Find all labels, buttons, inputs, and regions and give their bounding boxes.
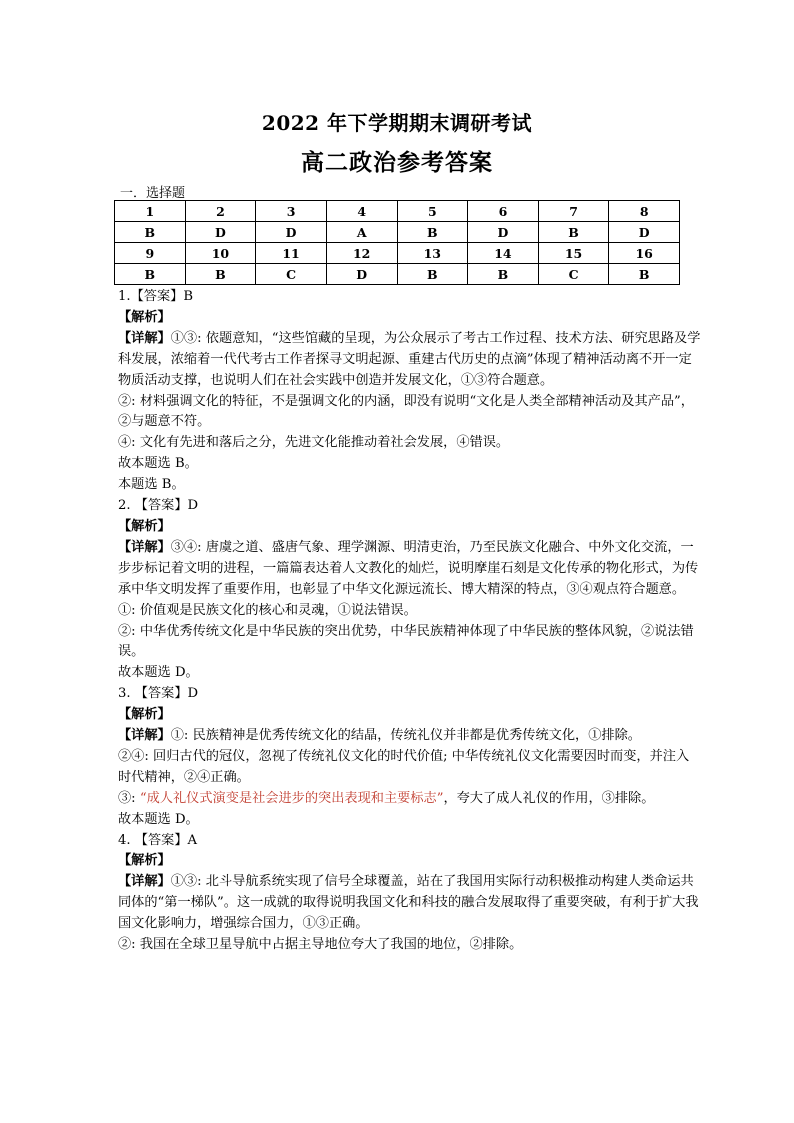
answer-cell: B — [538, 222, 609, 243]
question-number-cell: 5 — [397, 201, 468, 222]
answer-cell: B — [115, 264, 186, 285]
question-number-cell: 7 — [538, 201, 609, 222]
conclusion-q3: 故本题选 D。 — [118, 811, 199, 827]
answer-cell: C — [538, 264, 609, 285]
answer-row — [115, 222, 680, 243]
answer-line-q3: 3. 【答案】D — [118, 686, 199, 702]
detail-heading-q4: 【详解】 — [118, 874, 171, 890]
question-number-cell: 14 — [468, 243, 539, 264]
question-number-cell: 4 — [326, 201, 397, 222]
answer-cell: B — [609, 264, 680, 285]
detail-heading-q3: 【详解】 — [118, 728, 171, 744]
detail-paragraph-q1-2: ②: 材料强调文化的特征，不是强调文化的内涵，即没有说明“文化是人类全部精神活动及其产品”，②与题意不符。 — [118, 393, 694, 430]
answer-line-q2: 2. 【答案】D — [118, 498, 199, 514]
detail-text-q2-1: ③④: 唐虞之道、盛唐气象、理学渊源、明清吏治，乃至民族文化融合、中外文化交流，一步步标记着文明的进程，一篇篇表达着人文教化的灿烂，说明摩崖石刻是文化传承的物化形式，为传承中华文明发挥了重要作用，也彰显了中华文化源远流长、博大精深的特点，③④观点符合题意。 — [118, 539, 699, 597]
detail-paragraph-q1-3: ④: 文化有先进和落后之分，先进文化能推动着社会发展，④错误。 — [118, 435, 510, 451]
question-number-cell: 15 — [538, 243, 609, 264]
answer-cell: D — [326, 264, 397, 285]
answer-cell: B — [397, 264, 468, 285]
answer-cell: A — [326, 222, 397, 243]
question-number-cell: 3 — [256, 201, 327, 222]
detail-paragraph-q1-1 — [118, 329, 702, 392]
detail-text-q3-1: ①: 民族精神是优秀传统文化的结晶，传统礼仪并非都是优秀传统文化，①排除。 — [170, 728, 641, 744]
detail-heading-q1: 【详解】 — [118, 330, 171, 346]
question-number-cell: 12 — [326, 243, 397, 264]
question-number-cell: 8 — [609, 201, 680, 222]
detail-paragraph-q3-2: ②④: 回归古代的冠仪，忽视了传统礼仪文化的时代价值; 中华传统礼仪文化需要因时而变，并注入时代精神，②④正确。 — [118, 748, 690, 785]
answer-cell: D — [256, 222, 327, 243]
detail-heading-q2: 【详解】 — [118, 539, 171, 555]
explanations — [118, 287, 702, 956]
document-title: 2022 年下学期期末调研考试 — [261, 111, 533, 135]
answer-cell: B — [185, 264, 256, 285]
question-number-cell: 11 — [256, 243, 327, 264]
section-label: 一．选择题 — [120, 186, 186, 201]
question-number-row — [115, 201, 680, 222]
answer-cell: D — [468, 222, 539, 243]
analysis-heading-q3: 【解析】 — [118, 707, 171, 723]
question-number-cell: 16 — [609, 243, 680, 264]
analysis-heading-q1: 【解析】 — [118, 309, 171, 325]
conclusion-q1-b: 本题选 B。 — [118, 477, 185, 493]
answer-line-q1: 1.【答案】B — [118, 289, 194, 304]
answer-cell: B — [397, 222, 468, 243]
question-number-cell: 9 — [115, 243, 186, 264]
detail-paragraph-q2-3: ②: 中华优秀传统文化是中华民族的突出优势，中华民族精神体现了中华民族的整体风貌，②说法错误。 — [118, 623, 694, 660]
analysis-heading-q4: 【解析】 — [118, 853, 171, 869]
detail-suffix-q3-3: ，夸大了成人礼仪的作用，③排除。 — [443, 790, 655, 806]
question-number-cell: 13 — [397, 243, 468, 264]
document-subtitle: 高二政治参考答案 — [301, 149, 493, 176]
question-number-cell: 1 — [115, 201, 186, 222]
answer-row — [115, 264, 680, 285]
question-number-cell: 2 — [185, 201, 256, 222]
conclusion-q1-a: 故本题选 B。 — [118, 456, 198, 472]
answer-cell: B — [115, 222, 186, 243]
quoted-text-q3: “成人礼仪式演变是社会进步的突出表现和主要标志” — [139, 790, 444, 806]
detail-paragraph-q4-1 — [118, 872, 702, 935]
detail-prefix-q3-3: ③: — [118, 790, 140, 806]
answer-cell: D — [609, 222, 680, 243]
answer-cell: C — [256, 264, 327, 285]
conclusion-q2: 故本题选 D。 — [118, 665, 199, 681]
detail-paragraph-q4-2: ②: 我国在全球卫星导航中占据主导地位夸大了我国的地位，②排除。 — [118, 937, 523, 953]
detail-text-q4-1: ①③: 北斗导航系统实现了信号全球覆盖，站在了我国用实际行动积极推动构建人类命运共同体的“第一梯队”。这一成就的取得说明我国文化和科技的融合发展取得了重要突破，有利于扩大我国文化影响力，增强综合国力，①③正确。 — [118, 874, 699, 932]
answer-line-q4: 4. 【答案】A — [118, 832, 198, 848]
answer-cell: B — [468, 264, 539, 285]
answer-cell: D — [185, 222, 256, 243]
detail-paragraph-q3-3 — [118, 789, 702, 810]
detail-paragraph-q2-2: ①: 价值观是民族文化的核心和灵魂，①说法错误。 — [118, 602, 417, 618]
analysis-heading-q2: 【解析】 — [118, 518, 171, 534]
detail-paragraph-q3-1 — [118, 726, 702, 747]
detail-paragraph-q2-1 — [118, 538, 702, 601]
answer-table — [114, 200, 680, 285]
question-number-row — [115, 243, 680, 264]
question-number-cell: 6 — [468, 201, 539, 222]
question-number-cell: 10 — [185, 243, 256, 264]
detail-text-q1-1: ①③: 依题意知，“这些馆藏的呈现，为公众展示了考古工作过程、技术方法、研究思路及学科发展，浓缩着一代代考古工作者探寻文明起源、重建古代历史的点滴”体现了精神活动离不开一定物质活动支撑，也说明人们在社会实践中创造并发展文化，①③符合题意。 — [118, 330, 701, 388]
